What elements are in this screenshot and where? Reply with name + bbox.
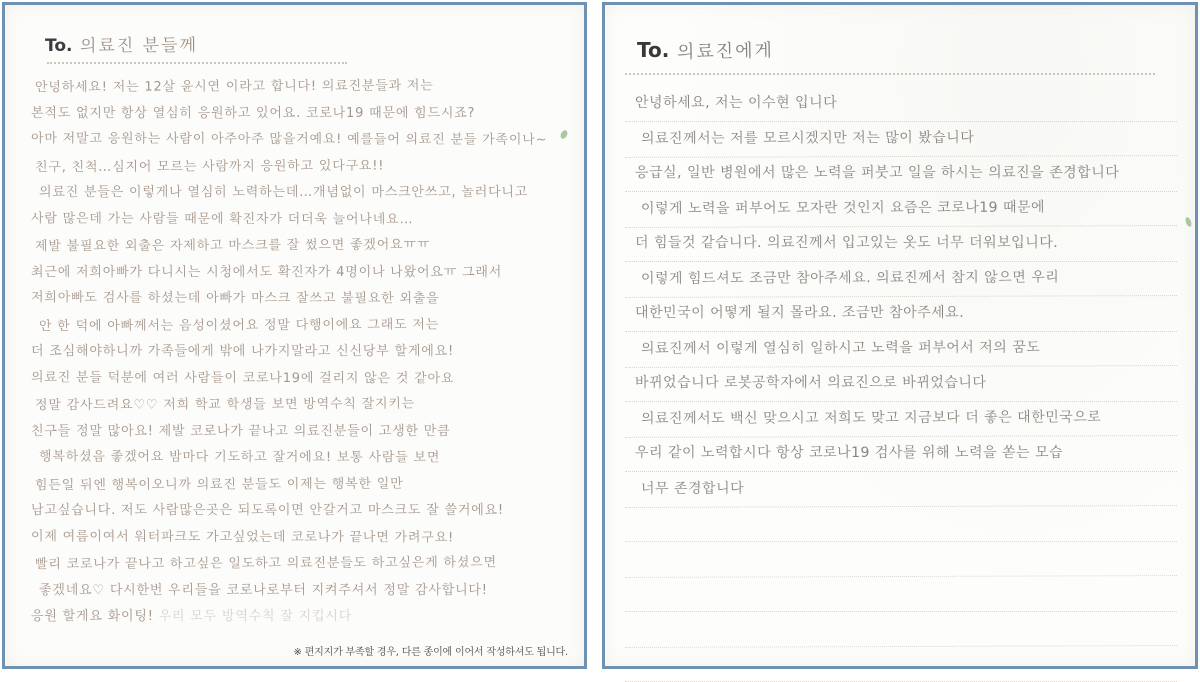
to-underline — [47, 62, 347, 64]
handwritten-line: 의료진께서 이렇게 열심히 일하시고 노력을 퍼부어서 저의 꿈도 — [625, 331, 1177, 368]
to-underline — [625, 73, 1155, 75]
handwritten-line: 힘든일 뒤엔 행복이오니까 의료진 분들도 이제는 행복한 일만 — [34, 476, 404, 493]
closing-text: 응원 할게요 화이팅! — [31, 609, 154, 624]
footer-note: ※ 편지지가 부족할 경우, 다른 종이에 이어서 작성하셔도 됩니다. — [293, 647, 568, 658]
handwritten-line: 안 한 덕에 아빠께서는 음성이셨어요 정말 다행이에요 그래도 저는 — [38, 316, 440, 334]
ruled-empty-line — [625, 647, 1177, 682]
handwritten-line: 의료진 분들 덕분에 여러 사람들이 코로나19에 걸리지 않은 것 같아요 — [30, 369, 455, 386]
handwritten-line: 친구들 정말 많아요! 제발 코로나가 끝나고 의료진분들이 고생한 만큼 — [31, 423, 451, 439]
handwritten-line: 대한민국이 어떻게 될지 몰라요. 조금만 참아주세요. — [625, 297, 1177, 332]
handwritten-line: 아마 저말고 응원하는 사람이 아주아주 많을거예요! 예를들어 의료진 분들 가족이나~ — [30, 131, 548, 148]
to-header — [637, 37, 1195, 63]
ruled-empty-line — [625, 611, 1177, 648]
handwritten-line: 사람 많은데 가는 사람들 때문에 확진자가 더더욱 늘어나네요… — [30, 210, 414, 227]
letter-page-left — [2, 2, 587, 669]
ruled-empty-line — [625, 507, 1177, 542]
handwritten-line: 안녕하세요, 저는 이수현 입니다 — [625, 87, 1177, 122]
handwritten-line: 응급실, 일반 병원에서 많은 노력을 퍼붓고 일을 하시는 의료진을 존경합니다 — [625, 157, 1177, 192]
to-header — [45, 31, 584, 56]
paper-speck — [1184, 216, 1192, 227]
handwritten-line: 친구, 친척…심지어 모르는 사람까지 응원하고 있다구요!! — [34, 158, 385, 175]
letter-body — [31, 74, 570, 604]
handwritten-line: 의료진께서는 저를 모르시겠지만 저는 많이 봤습니다 — [625, 121, 1177, 158]
handwritten-line: 더 힘들것 같습니다. 의료진께서 입고있는 옷도 너무 더워보입니다. — [625, 227, 1177, 262]
handwritten-line: 남고싶습니다. 저도 사람많은곳은 되도록이면 안갈거고 마스크도 잘 쓸거에요! — [31, 503, 504, 518]
to-label: To. — [45, 36, 73, 56]
recipient-name: 의료진 분들께 — [80, 35, 199, 57]
handwritten-line: 의료진께서도 백신 맞으시고 저희도 맞고 지금보다 더 좋은 대한민국으로 — [625, 401, 1177, 438]
handwritten-line: 더 조심해야하니까 가족들에게 밖에 나가지말라고 신신당부 할게에요! — [31, 344, 454, 359]
handwritten-line: 이제 여름이여서 워터파크도 가고싶었는데 코로나가 끝나면 가려구요! — [30, 528, 455, 545]
closing-line — [31, 604, 570, 631]
letter-body — [625, 87, 1177, 682]
handwritten-line: 의료진 분들은 이렇게나 열심히 노력하는데…개념없이 마스크안쓰고, 놀러다니고 — [39, 185, 529, 200]
handwritten-line: 우리 같이 노력합시다 항상 코로나19 검사를 위해 노력을 쏟는 모습 — [625, 437, 1177, 472]
recipient-name: 의료진에게 — [677, 40, 775, 63]
handwritten-line: 저희아빠도 검사를 하셨는데 아빠가 마스크 잘쓰고 불필요한 외출을 — [30, 290, 440, 307]
handwritten-line: 바뀌었습니다 로봇공학자에서 의료진으로 바뀌었습니다 — [625, 367, 1177, 402]
handwritten-line: 빨리 코로나가 끝나고 하고싶은 일도하고 의료진분들도 하고싶은게 하셨으면 — [34, 555, 498, 573]
handwritten-line: 본적도 없지만 항상 열심히 응원하고 있어요. 코로나19 때문에 힘드시죠? — [31, 105, 476, 121]
handwritten-line: 이렇게 노력을 퍼부어도 모자란 것인지 요즘은 코로나19 때문에 — [625, 191, 1177, 228]
to-label: To. — [637, 38, 670, 62]
ruled-empty-line — [625, 577, 1177, 612]
handwritten-line: 정말 감사드려요♡♡ 저희 학교 학생들 보면 방역수칙 잘지키는 — [34, 396, 416, 414]
handwritten-line: 제발 불필요한 외출은 자제하고 마스크를 잘 썼으면 좋겠어요ㅠㅠ — [34, 237, 431, 255]
handwritten-line: 행복하셨음 좋겠어요 밤마다 기도하고 잘거에요! 보통 사람들 보면 — [38, 449, 441, 466]
handwritten-line: 안녕하세요! 저는 12살 윤시연 이라고 합니다! 의료진분들과 저는 — [34, 78, 434, 96]
handwritten-line: 너무 존경합니다 — [625, 471, 1177, 508]
handwritten-line: 좋겠네요♡ 다시한번 우리들을 코로나로부터 지켜주셔서 정말 감사합니다! — [39, 582, 488, 598]
handwritten-line: 최근에 저희아빠가 다니시는 시청에서도 확진자가 4명이나 나왔어요ㅠ 그래서 — [31, 264, 503, 280]
letter-page-right — [602, 2, 1198, 669]
handwritten-line: 이렇게 힘드셔도 조금만 참아주세요. 의료진께서 참지 않으면 우리 — [625, 261, 1177, 298]
closing-faded-text: 우리 모두 방역수칙 잘 지킵시다 — [158, 609, 353, 624]
ruled-empty-line — [625, 541, 1177, 578]
